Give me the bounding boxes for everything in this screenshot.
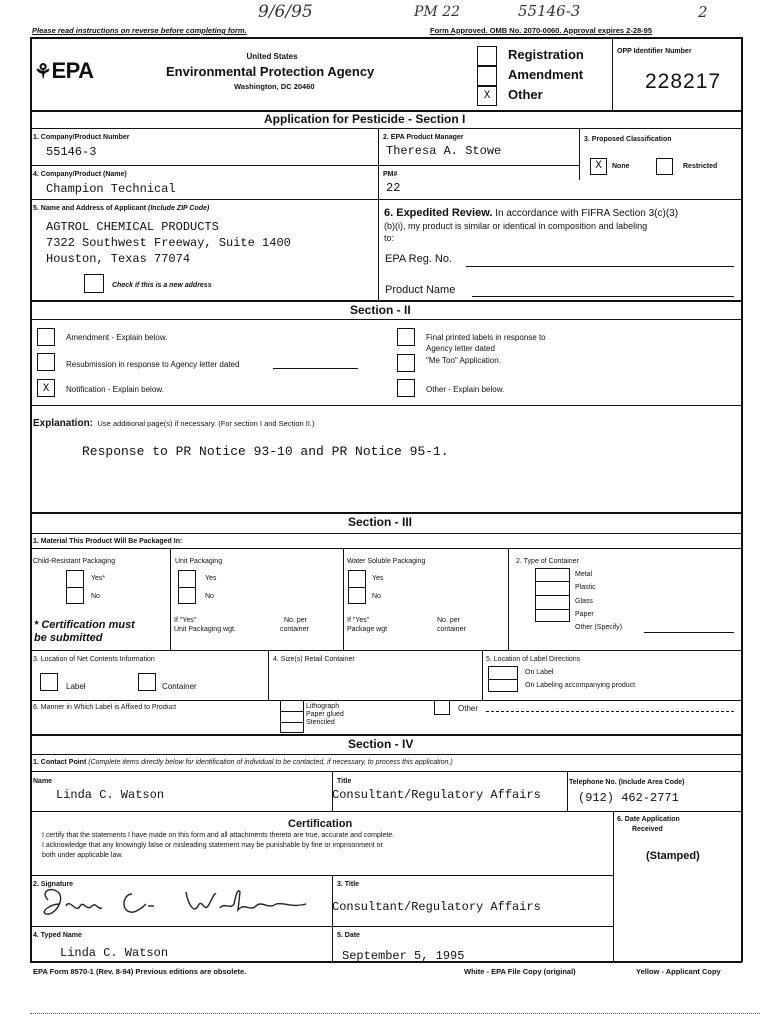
unit-no-per: No. per (284, 617, 307, 624)
section4-title: Section - IV (348, 737, 414, 751)
affixed-other-label: Other (458, 704, 479, 713)
frame-right (741, 37, 743, 962)
metal-label: Metal (575, 571, 593, 578)
type-container-label: 2. Type of Container (516, 558, 579, 565)
s4-div-sig (332, 875, 333, 961)
section2-title: Section - II (350, 303, 411, 317)
section1-title: Application for Pesticide - Section I (264, 112, 466, 126)
rule-explanation (30, 405, 742, 406)
cert-text-1: I certify that the statements I have made on this form and all attachments thereto are true, accurate and complete. (42, 832, 395, 839)
other-explain-checkbox[interactable] (397, 379, 415, 397)
child-no-label: No (91, 593, 100, 600)
reverse-note: Please read instructions on reverse before completing form. (32, 26, 247, 35)
address-line2: 7322 Southwest Freeway, Suite 1400 (46, 236, 291, 250)
net-label-opt: Label (66, 682, 86, 691)
new-address-label: Check if this is a new address (112, 282, 212, 289)
agency-letter-label: Agency letter dated (426, 344, 495, 353)
rule-sec4-head (30, 754, 742, 755)
handwritten-reg: 55146-3 (518, 2, 581, 20)
f2-label: 2. EPA Product Manager (383, 134, 464, 141)
size-retail-label: 4. Size(s) Retail Container (273, 656, 355, 663)
affixed-other-line[interactable] (486, 711, 734, 712)
f6-line2: (b)(i), my product is similar or identical in composition and labeling (384, 221, 648, 231)
contact-point: 1. Contact Point (Complete items directly below for identification of individual to be contacted, if necessary, to process this application.) (33, 759, 453, 766)
s3-divider-2 (343, 548, 344, 650)
amendment-explain-checkbox[interactable] (37, 328, 55, 346)
on-labeling-opt: On Labeling accompanying product (525, 682, 636, 689)
f3-title-label: 3. Title (337, 881, 360, 888)
unit-yes-label: Yes (205, 575, 217, 582)
pm-label: PM# (383, 171, 398, 178)
s3-divider-1 (170, 548, 171, 650)
rule-sec3-head (30, 533, 742, 534)
form-approved: Form Approved. OMB No. 2070-0060. Approval expires 2-28-95 (430, 26, 653, 35)
date-label: 5. Date (337, 932, 360, 939)
cert-note-1: * Certification must (34, 619, 135, 631)
rule-f4 (30, 165, 379, 166)
stenciled-label: Stenciled (306, 719, 335, 726)
unit-if-yes: If "Yes" (174, 617, 197, 624)
affixed-other-checkbox[interactable] (434, 700, 450, 715)
frame-left (30, 37, 32, 962)
explanation-header: Explanation: Use additional page(s) if necessary. (For section I and Section II.) (33, 418, 315, 429)
af-split-1 (280, 711, 304, 712)
rule-sec4-top (30, 734, 742, 736)
rule-sec2-top (30, 300, 742, 302)
product-name-line[interactable] (472, 296, 734, 297)
yellow-copy: Yellow - Applicant Copy (636, 967, 721, 976)
name-label: Name (33, 778, 53, 785)
section3-title: Section - III (348, 515, 413, 529)
agency-address: Washington, DC 20460 (234, 82, 315, 91)
stamp-label-2: Received (632, 826, 663, 833)
water-yes-label: Yes (372, 575, 384, 582)
ld-split (488, 679, 518, 680)
opp-number: 228217 (645, 70, 722, 93)
resubmission-checkbox[interactable] (37, 353, 55, 371)
address-line3: Houston, Texas 77074 (46, 252, 191, 266)
handwritten-date: 9/6/95 (258, 2, 313, 22)
white-copy: White - EPA File Copy (original) (464, 967, 576, 976)
unit-packaging-label: Unit Packaging (175, 558, 223, 565)
product-name: Champion Technical (46, 182, 176, 196)
on-label-opt: On Label (525, 669, 554, 676)
f1-label: 1. Company/Product Number (33, 134, 130, 141)
label-affixed-label: 6. Manner in Which Label is Affixed to Product (33, 704, 177, 711)
rule-f5 (30, 199, 742, 200)
cert-note-2: be submitted (34, 632, 103, 644)
ct-split-2 (535, 595, 570, 596)
rule-s3-row3 (30, 700, 742, 701)
water-no-label: No (372, 593, 381, 600)
contact-phone: (912) 462-2771 (578, 791, 679, 805)
net-container-opt: Container (162, 682, 197, 691)
cert-text-2: I acknowledge that any knowingly false or misleading statement may be punishable by fine or imprisonment or (42, 842, 383, 849)
registration-checkbox[interactable] (477, 46, 497, 66)
resubmission-label: Resubmission in response to Agency letter dated (66, 360, 240, 369)
affixed-boxes[interactable] (280, 700, 304, 733)
ct-split-3 (535, 609, 570, 610)
cert-text-3: both under applicable law. (42, 852, 123, 859)
water-soluble-split (348, 587, 366, 588)
paper-label: Paper (575, 611, 594, 618)
contact-title: Consultant/Regulatory Affairs (332, 788, 541, 802)
signature-label: 2. Signature (33, 881, 74, 888)
new-address-checkbox[interactable] (84, 274, 104, 293)
rule-pm (378, 165, 579, 166)
resubmission-date-line[interactable] (273, 368, 358, 369)
explanation-text: Response to PR Notice 93-10 and PR Notice 95-1. (82, 444, 449, 459)
child-resistant-label: Child-Resistant Packaging (33, 558, 116, 565)
rule-typed (30, 926, 614, 927)
opp-divider (612, 37, 613, 110)
s4-div-title (567, 771, 568, 811)
water-container: container (437, 626, 466, 633)
sec1-divider-class (579, 128, 580, 180)
plastic-label: Plastic (575, 584, 596, 591)
amendment-checkbox[interactable] (477, 66, 497, 86)
opp-label: OPP Identifier Number (617, 48, 692, 55)
s3-divider-3 (508, 548, 509, 650)
water-no-per: No. per (437, 617, 460, 624)
s3-row2-div-1 (268, 650, 269, 700)
notification-label: Notification - Explain below. (66, 385, 164, 394)
f6-line1: 6. Expedited Review. In accordance with FIFRA Section 3(c)(3) (384, 207, 679, 219)
frame-top (30, 37, 742, 39)
f6-line3: to: (384, 233, 395, 243)
me-too-checkbox[interactable] (397, 354, 415, 372)
other-specify-line[interactable] (644, 632, 734, 633)
signature-image (36, 884, 332, 920)
agency-line1: United States (246, 52, 298, 61)
af-split-2 (280, 722, 304, 723)
rule-sig (30, 875, 614, 876)
label-directions-label: 5. Location of Label Directions (486, 656, 581, 663)
phone-label: Telephone No. (Include Area Code) (569, 779, 685, 786)
glass-label: Glass (575, 598, 593, 605)
stamp-label-1: 6. Date Application (617, 816, 680, 823)
none-checkbox[interactable]: X (590, 158, 607, 175)
contact-name: Linda C. Watson (56, 788, 165, 802)
form-number: EPA Form 8570-1 (Rev. 8-94) Previous editions are obsolete. (33, 967, 247, 976)
rule-sec3-sub (30, 548, 742, 549)
unit-no-label: No (205, 593, 214, 600)
net-contents-label: 3. Location of Net Contents Information (33, 656, 155, 663)
rule-sec3-top (30, 512, 742, 514)
net-container-checkbox[interactable] (138, 673, 156, 691)
cert-title: Certification (288, 818, 353, 830)
final-labels-checkbox[interactable] (397, 328, 415, 346)
signer-title: Consultant/Regulatory Affairs (332, 900, 541, 914)
water-if-yes: If "Yes" (347, 617, 370, 624)
water-soluble-label: Water Soluble Packaging (347, 558, 426, 565)
me-too-label: "Me Too" Application. (426, 356, 501, 365)
child-resistant-split (66, 587, 84, 588)
water-package-wgt: Package wgt (347, 626, 388, 633)
rule-sec2-head (30, 319, 742, 320)
unit-packaging-split (178, 587, 196, 588)
signed-date: September 5, 1995 (342, 949, 465, 963)
s4-div-stamp (613, 811, 614, 961)
f5-label: 5. Name and Address of Applicant (Include ZIP Code) (33, 205, 210, 212)
agency-name: Environmental Protection Agency (166, 64, 375, 79)
other-specify-label: Other (Specify) (575, 624, 623, 631)
stamp-label-3: (Stamped) (646, 850, 700, 862)
product-number: 55146-3 (46, 145, 97, 159)
f3-label: 3. Proposed Classification (584, 136, 672, 143)
address-line1: AGTROL CHEMICAL PRODUCTS (46, 220, 219, 234)
rule-cert (30, 811, 742, 812)
reg-no-line[interactable] (466, 266, 734, 267)
paper-glued-label: Paper glued (306, 711, 344, 718)
restricted-checkbox[interactable] (656, 158, 673, 175)
rule-s3-row2 (30, 650, 742, 651)
scan-edge (30, 1013, 760, 1014)
net-label-checkbox[interactable] (40, 673, 58, 691)
s3-f1-label: 1. Material This Product Will Be Packaged In: (33, 538, 183, 545)
amendment-label: Amendment (508, 67, 584, 82)
product-manager: Theresa A. Stowe (386, 144, 502, 158)
typed-name: Linda C. Watson (60, 946, 169, 960)
handwritten-pm: PM 22 (414, 4, 461, 20)
f4-label: 4. Company/Product (Name) (33, 171, 127, 178)
title-label: Title (337, 778, 352, 785)
product-name-label: Product Name (385, 284, 456, 296)
final-labels-label: Final printed labels in response to (426, 333, 546, 342)
none-label: None (612, 163, 630, 170)
unit-pkg-wgt: Unit Packaging wgt. (174, 626, 236, 633)
rule-sec1-head (30, 128, 742, 129)
pm-value: 22 (386, 181, 401, 195)
registration-label: Registration (508, 47, 584, 62)
epa-logo: ⚘EPA (34, 58, 94, 83)
other-explain-label: Other - Explain below. (426, 385, 505, 394)
lithograph-label: Lithograph (306, 703, 340, 710)
ct-split-1 (535, 581, 570, 582)
child-yes-label: Yes* (91, 575, 106, 582)
typed-name-label: 4. Typed Name (33, 932, 82, 939)
s3-row2-div-2 (482, 650, 483, 700)
reg-no-label: EPA Reg. No. (385, 253, 453, 265)
handwritten-mark: 2 (698, 3, 708, 21)
sec1-divider (378, 128, 379, 300)
epa-logo-icon: ⚘ (34, 61, 52, 83)
unit-container: container (280, 626, 309, 633)
amendment-explain-label: Amendment - Explain below. (66, 333, 168, 342)
rule-contact (30, 771, 742, 772)
other-label: Other (508, 87, 543, 102)
other-checkbox[interactable]: X (477, 86, 497, 106)
notification-checkbox[interactable]: X (37, 379, 55, 397)
restricted-label: Restricted (683, 163, 718, 170)
